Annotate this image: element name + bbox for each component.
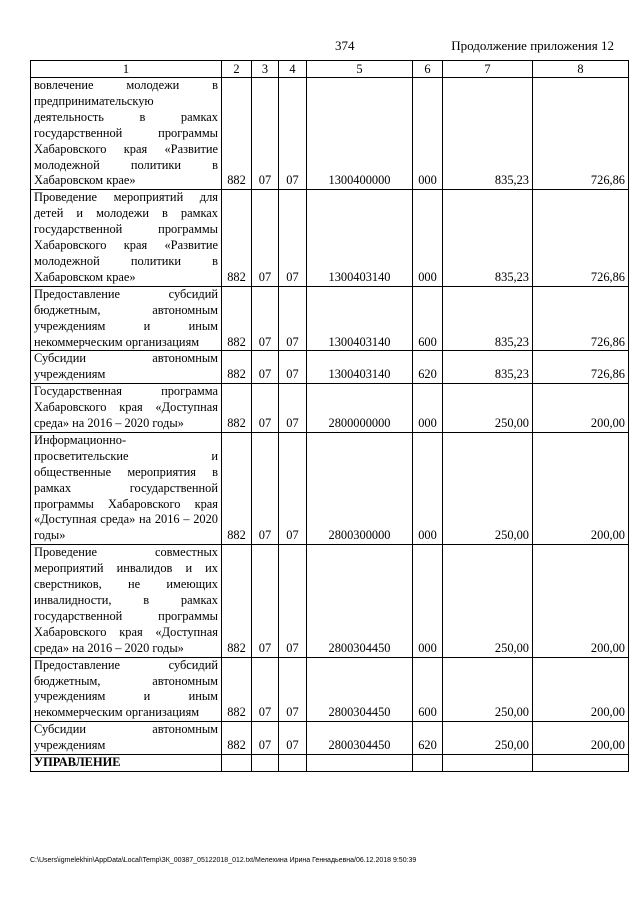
amount-1: 835,23 (443, 286, 533, 351)
row-name: Проведение совместных мероприятий инвалидов и их сверстников, не имеющих инвалидности, в рамках государственной программы Хабаровского края «Доступная среда» на 2016 – 2020 годы» (31, 545, 222, 657)
row-name: Информационно-просветительские и общественные мероприятия в рамках государственной программы Хабаровского края «Доступная среда» на 2016 – 2020 годы» (31, 432, 222, 544)
subsection-code: 07 (279, 78, 307, 190)
target-article: 2800304450 (307, 722, 413, 755)
file-path-footer: C:\Users\igmelekhin\AppData\Local\Temp\ЗК_00387_05122018_012.txt/Мелехина Ирина Геннадьевна/06.12.2018 9:50:39 (30, 857, 417, 864)
column-header: 7 (443, 61, 533, 78)
section-code: 07 (252, 384, 279, 433)
expense-type: 000 (413, 384, 443, 433)
table-row (31, 545, 629, 657)
target-article: 1300403140 (307, 286, 413, 351)
row-name: Субсидии автономным учреждениям (31, 351, 222, 384)
table-header-row (31, 61, 629, 78)
amount-1: 835,23 (443, 351, 533, 384)
target-article: 1300400000 (307, 78, 413, 190)
amount-1: 835,23 (443, 190, 533, 286)
amount-2: 726,86 (533, 351, 629, 384)
column-header: 4 (279, 61, 307, 78)
target-article: 2800300000 (307, 432, 413, 544)
amount-2: 200,00 (533, 432, 629, 544)
expense-type: 620 (413, 351, 443, 384)
column-header: 2 (222, 61, 252, 78)
empty-cell (533, 755, 629, 772)
amount-2: 200,00 (533, 722, 629, 755)
target-article: 2800304450 (307, 545, 413, 657)
expense-type: 000 (413, 190, 443, 286)
table-row (31, 286, 629, 351)
section-code: 07 (252, 432, 279, 544)
subsection-code: 07 (279, 432, 307, 544)
admin-code: 882 (222, 190, 252, 286)
amount-1: 250,00 (443, 545, 533, 657)
empty-cell (222, 755, 252, 772)
expense-type: 000 (413, 78, 443, 190)
empty-cell (443, 755, 533, 772)
amount-2: 726,86 (533, 78, 629, 190)
admin-code: 882 (222, 78, 252, 190)
table-row (31, 432, 629, 544)
subsection-code: 07 (279, 722, 307, 755)
admin-code: 882 (222, 657, 252, 722)
subsection-code: 07 (279, 286, 307, 351)
admin-code: 882 (222, 545, 252, 657)
section-code: 07 (252, 78, 279, 190)
subsection-code: 07 (279, 545, 307, 657)
row-name: УПРАВЛЕНИЕ (31, 755, 222, 772)
table-row (31, 190, 629, 286)
expense-type: 000 (413, 545, 443, 657)
target-article: 2800304450 (307, 657, 413, 722)
table-row (31, 78, 629, 190)
amount-2: 726,86 (533, 286, 629, 351)
amount-2: 200,00 (533, 384, 629, 433)
row-name: вовлечение молодежи в предпринимательскую деятельность в рамках государственной программы Хабаровского края «Развитие молодежной политики в Хабаровском крае» (31, 78, 222, 190)
amount-1: 250,00 (443, 657, 533, 722)
amount-2: 200,00 (533, 657, 629, 722)
admin-code: 882 (222, 432, 252, 544)
amount-2: 200,00 (533, 545, 629, 657)
expense-type: 600 (413, 657, 443, 722)
column-header: 3 (252, 61, 279, 78)
row-name: Предоставление субсидий бюджетным, автономным учреждениям и иным некоммерческим организациям (31, 657, 222, 722)
table-row (31, 351, 629, 384)
table-row (31, 755, 629, 772)
admin-code: 882 (222, 722, 252, 755)
table-row (31, 384, 629, 433)
empty-cell (413, 755, 443, 772)
admin-code: 882 (222, 351, 252, 384)
expense-type: 600 (413, 286, 443, 351)
target-article: 1300403140 (307, 190, 413, 286)
section-code: 07 (252, 657, 279, 722)
expense-type: 000 (413, 432, 443, 544)
empty-cell (279, 755, 307, 772)
column-header: 5 (307, 61, 413, 78)
target-article: 1300403140 (307, 351, 413, 384)
column-header: 6 (413, 61, 443, 78)
amount-1: 250,00 (443, 384, 533, 433)
amount-2: 726,86 (533, 190, 629, 286)
appendix-continuation: Продолжение приложения 12 (451, 38, 614, 53)
row-name: Предоставление субсидий бюджетным, автономным учреждениям и иным некоммерческим организациям (31, 286, 222, 351)
subsection-code: 07 (279, 351, 307, 384)
section-code: 07 (252, 722, 279, 755)
row-name: Государственная программа Хабаровского края «Доступная среда» на 2016 – 2020 годы» (31, 384, 222, 433)
subsection-code: 07 (279, 384, 307, 433)
table-row (31, 722, 629, 755)
column-header: 1 (31, 61, 222, 78)
column-header: 8 (533, 61, 629, 78)
subsection-code: 07 (279, 657, 307, 722)
section-code: 07 (252, 286, 279, 351)
amount-1: 835,23 (443, 78, 533, 190)
section-code: 07 (252, 351, 279, 384)
admin-code: 882 (222, 286, 252, 351)
amount-1: 250,00 (443, 432, 533, 544)
expense-type: 620 (413, 722, 443, 755)
budget-table (30, 60, 629, 772)
empty-cell (307, 755, 413, 772)
subsection-code: 07 (279, 190, 307, 286)
page-number: 374 (335, 38, 355, 53)
target-article: 2800000000 (307, 384, 413, 433)
table-row (31, 657, 629, 722)
empty-cell (252, 755, 279, 772)
section-code: 07 (252, 190, 279, 286)
admin-code: 882 (222, 384, 252, 433)
row-name: Субсидии автономным учреждениям (31, 722, 222, 755)
section-code: 07 (252, 545, 279, 657)
amount-1: 250,00 (443, 722, 533, 755)
row-name: Проведение мероприятий для детей и молодежи в рамках государственной программы Хабаровского края «Развитие молодежной политики в Хабаровском крае» (31, 190, 222, 286)
